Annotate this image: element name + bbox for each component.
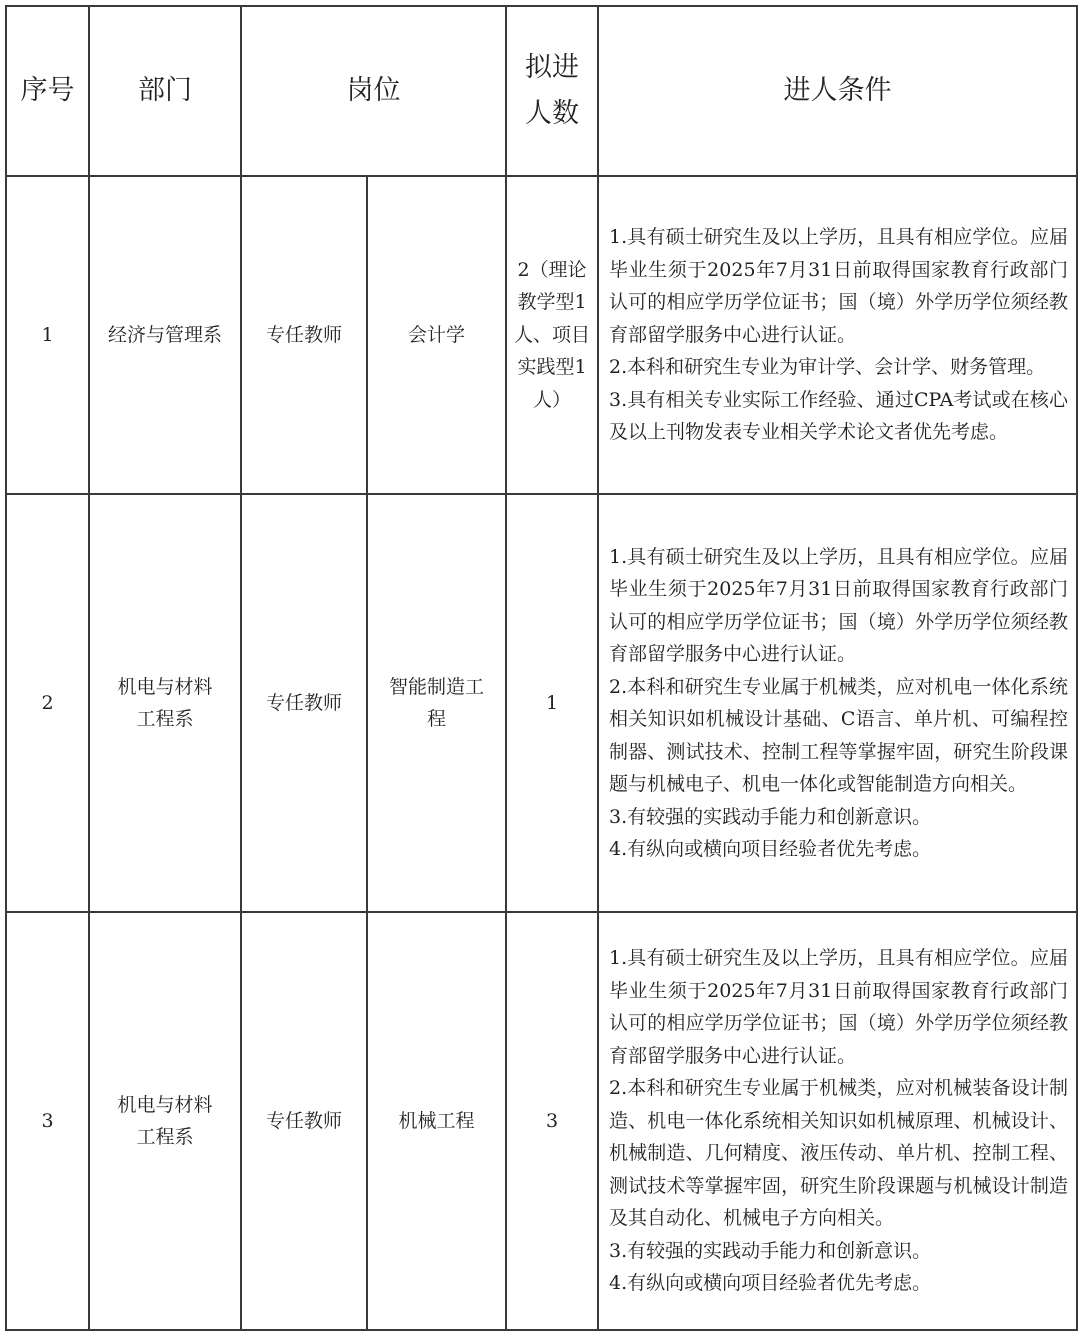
condition-item: 1.具有硕士研究生及以上学历，且具有相应学位。应届毕业生须于2025年7月31日前取得国家教育行政部门认可的相应学历学位证书；国（境）外学历学位须经教育部留学服务中心进行认证。 <box>609 545 1068 665</box>
row-conditions <box>598 912 1077 1330</box>
condition-item: 2.本科和研究生专业属于机械类，应对机械装备设计制造、机电一体化系统相关知识如机械原理、机械设计、机械制造、几何精度、液压传动、单片机、控制工程、测试技术等掌握牢固，研究生阶段课题与机械设计制造及其自动化、机械电子方向相关。 <box>609 1077 1068 1230</box>
condition-item: 3.有较强的实践动手能力和创新意识。 <box>609 805 932 828</box>
row-major: 智能制造工程 <box>367 494 506 912</box>
condition-item: 4.有纵向或横向项目经验者优先考虑。 <box>609 1272 932 1295</box>
header-row <box>6 6 1077 176</box>
row-conditions <box>598 494 1077 912</box>
row-department: 机电与材料工程系 <box>89 494 241 912</box>
table-row <box>6 494 1077 912</box>
row-department: 机电与材料工程系 <box>89 912 241 1330</box>
condition-item: 3.具有相关专业实际工作经验、通过CPA考试或在核心及以上刊物发表专业相关学术论文者优先考虑。 <box>609 388 1068 444</box>
header-index: 序号 <box>6 6 89 176</box>
row-position: 专任教师 <box>241 494 367 912</box>
condition-item: 2.本科和研究生专业为审计学、会计学、财务管理。 <box>609 356 1046 379</box>
row-count: 3 <box>506 912 598 1330</box>
row-count: 1 <box>506 494 598 912</box>
row-index: 3 <box>6 912 89 1330</box>
row-position: 专任教师 <box>241 912 367 1330</box>
condition-item: 1.具有硕士研究生及以上学历，且具有相应学位。应届毕业生须于2025年7月31日前取得国家教育行政部门认可的相应学历学位证书；国（境）外学历学位须经教育部留学服务中心进行认证。 <box>609 947 1068 1067</box>
row-department: 经济与管理系 <box>89 176 241 494</box>
condition-item: 1.具有硕士研究生及以上学历，且具有相应学位。应届毕业生须于2025年7月31日前取得国家教育行政部门认可的相应学历学位证书；国（境）外学历学位须经教育部留学服务中心进行认证。 <box>609 226 1068 346</box>
row-index: 1 <box>6 176 89 494</box>
condition-item: 2.本科和研究生专业属于机械类，应对机电一体化系统相关知识如机械设计基础、C语言、单片机、可编程控制器、测试技术、控制工程等掌握牢固，研究生阶段课题与机械电子、机电一体化或智能制造方向相关。 <box>609 675 1068 795</box>
recruitment-table <box>5 5 1078 1331</box>
header-conditions: 进人条件 <box>598 6 1077 176</box>
row-conditions <box>598 176 1077 494</box>
header-count: 拟进人数 <box>506 6 598 176</box>
table-row <box>6 912 1077 1330</box>
row-position: 专任教师 <box>241 176 367 494</box>
row-count: 2（理论教学型1人、项目实践型1人） <box>506 176 598 494</box>
header-department: 部门 <box>89 6 241 176</box>
row-index: 2 <box>6 494 89 912</box>
condition-item: 4.有纵向或横向项目经验者优先考虑。 <box>609 838 932 860</box>
header-position: 岗位 <box>241 6 506 176</box>
table-row <box>6 176 1077 494</box>
row-major: 会计学 <box>367 176 506 494</box>
condition-item: 3.有较强的实践动手能力和创新意识。 <box>609 1239 932 1262</box>
row-major: 机械工程 <box>367 912 506 1330</box>
